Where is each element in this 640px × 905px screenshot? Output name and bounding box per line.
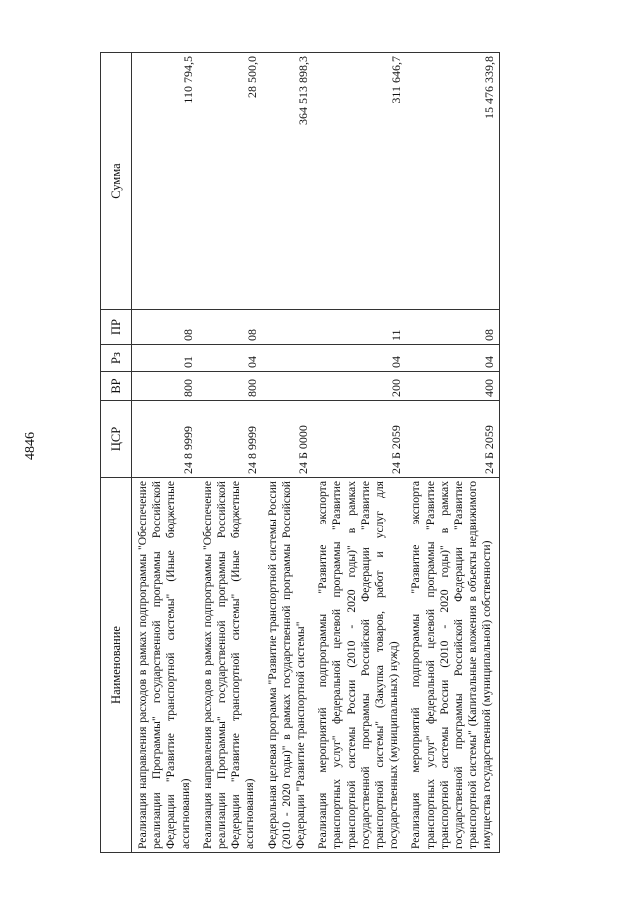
row-csr: 24 8 9999 (197, 401, 262, 478)
row-amount: 311 646,7 (312, 53, 405, 310)
row-rz: 04 (197, 345, 262, 372)
table-row (132, 53, 197, 853)
table-header (101, 53, 132, 853)
row-name: Федеральная целевая программа "Развитие транспортной системы России (2010 - 2020 годы)" в рамках государственной программы Российской Федерации "Развитие транспортной системы" (262, 478, 313, 853)
row-name: Реализация направления расходов в рамках подпрограммы "Обеспечение реализации Программы" государственной программы Российской Федерации "Развитие транспортной системы" (Иные бюджетные ассигнования) (132, 478, 197, 853)
row-amount: 28 500,0 (197, 53, 262, 310)
header-pr: ПР (101, 310, 132, 345)
table-row (405, 53, 499, 853)
table-row (197, 53, 262, 853)
row-csr: 24 Б 0000 (262, 401, 313, 478)
row-csr: 24 8 9999 (132, 401, 197, 478)
row-amount: 15 476 339,8 (405, 53, 499, 310)
rotated-page-content (100, 53, 600, 853)
header-csr: ЦСР (101, 401, 132, 478)
header-amount: Сумма (101, 53, 132, 310)
row-amount: 110 794,5 (132, 53, 197, 310)
table-row (262, 53, 313, 853)
row-csr: 24 Б 2059 (405, 401, 499, 478)
header-row (101, 53, 132, 853)
header-vr: ВР (101, 372, 132, 401)
row-pr: 11 (312, 310, 405, 345)
row-pr: 08 (405, 310, 499, 345)
page-number: 4846 (23, 432, 38, 460)
row-vr (262, 372, 313, 401)
row-pr (262, 310, 313, 345)
row-rz (262, 345, 313, 372)
row-csr: 24 Б 2059 (312, 401, 405, 478)
row-vr: 800 (132, 372, 197, 401)
row-rz: 01 (132, 345, 197, 372)
table-body (132, 53, 500, 853)
row-amount: 364 513 898,3 (262, 53, 313, 310)
row-pr: 08 (197, 310, 262, 345)
table-row (312, 53, 405, 853)
budget-table (100, 52, 500, 853)
row-rz: 04 (405, 345, 499, 372)
row-name: Реализация мероприятий подпрограммы "Развитие экспорта транспортных услуг" федеральной целевой программы "Развитие транспортной системы России (2010 - 2020 годы)" в рамках государственной программы Российской Федерации "Развитие транспортной системы" (Закупка товаров, работ и услуг для государственных (муниципальных) нужд) (312, 478, 405, 853)
row-vr: 400 (405, 372, 499, 401)
row-rz: 04 (312, 345, 405, 372)
header-rz: Рз (101, 345, 132, 372)
row-vr: 200 (312, 372, 405, 401)
row-pr: 08 (132, 310, 197, 345)
row-vr: 800 (197, 372, 262, 401)
row-name: Реализация мероприятий подпрограммы "Развитие экспорта транспортных услуг" федеральной целевой программы "Развитие транспортной системы России (2010 - 2020 годы)" в рамках государственной программы Российской Федерации "Развитие транспортной системы" (Капитальные вложения в объекты недвижимого имущества государственной (муниципальной) собственности) (405, 478, 499, 853)
row-name: Реализация направления расходов в рамках подпрограммы "Обеспечение реализации Программы" государственной программы Российской Федерации "Развитие транспортной системы" (Иные бюджетные ассигнования) (197, 478, 262, 853)
header-name: Наименование (101, 478, 132, 853)
